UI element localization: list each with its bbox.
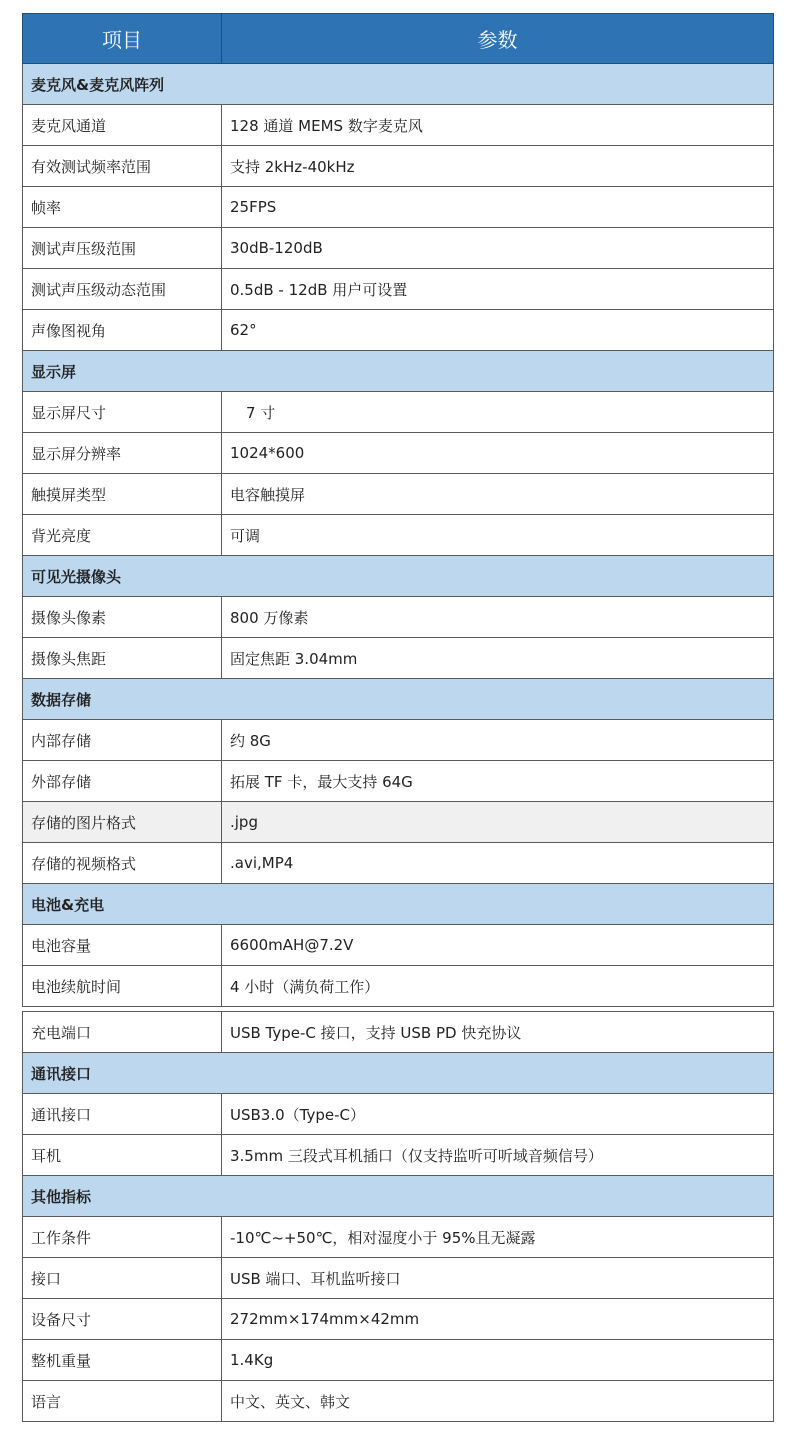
table-row xyxy=(23,228,774,269)
section-row xyxy=(23,1176,774,1217)
row-label: 摄像头像素 xyxy=(23,597,222,638)
row-label: 接口 xyxy=(23,1258,222,1299)
row-value: .avi,MP4 xyxy=(222,843,774,884)
row-label: 电池续航时间 xyxy=(23,966,222,1007)
table-row xyxy=(23,1135,774,1176)
row-label: 存储的视频格式 xyxy=(23,843,222,884)
table-row xyxy=(23,187,774,228)
row-value: USB Type-C 接口，支持 USB PD 快充协议 xyxy=(222,1012,774,1053)
table-row xyxy=(23,1012,774,1053)
row-value: 1.4Kg xyxy=(222,1340,774,1381)
row-label: 工作条件 xyxy=(23,1217,222,1258)
section-row xyxy=(23,884,774,925)
table-row xyxy=(23,310,774,351)
row-value: 272mm×174mm×42mm xyxy=(222,1299,774,1340)
row-value: USB3.0（Type-C） xyxy=(222,1094,774,1135)
table-row xyxy=(23,1258,774,1299)
section-row xyxy=(23,1053,774,1094)
table-row xyxy=(23,843,774,884)
table-row xyxy=(23,1299,774,1340)
row-value: 1024*600 xyxy=(222,433,774,474)
table-row xyxy=(23,761,774,802)
row-label: 有效测试频率范围 xyxy=(23,146,222,187)
row-value: 中文、英文、韩文 xyxy=(222,1381,774,1422)
row-label: 触摸屏类型 xyxy=(23,474,222,515)
row-label: 麦克风通道 xyxy=(23,105,222,146)
row-value: -10℃~+50℃，相对湿度小于 95%且无凝露 xyxy=(222,1217,774,1258)
row-value: .jpg xyxy=(222,802,774,843)
row-label: 帧率 xyxy=(23,187,222,228)
table-row xyxy=(23,269,774,310)
row-value: 固定焦距 3.04mm xyxy=(222,638,774,679)
table-row xyxy=(23,515,774,556)
row-value: 25FPS xyxy=(222,187,774,228)
table-row xyxy=(23,1217,774,1258)
section-title: 电池&充电 xyxy=(23,884,774,925)
row-label: 耳机 xyxy=(23,1135,222,1176)
row-value: 可调 xyxy=(222,515,774,556)
row-label: 显示屏尺寸 xyxy=(23,392,222,433)
table-row xyxy=(23,802,774,843)
row-value: 3.5mm 三段式耳机插口（仅支持监听可听域音频信号） xyxy=(222,1135,774,1176)
row-label: 存储的图片格式 xyxy=(23,802,222,843)
row-value: 6600mAH@7.2V xyxy=(222,925,774,966)
row-label: 外部存储 xyxy=(23,761,222,802)
row-value: 800 万像素 xyxy=(222,597,774,638)
row-label: 电池容量 xyxy=(23,925,222,966)
table-row xyxy=(23,1381,774,1422)
table-row xyxy=(23,392,774,433)
row-value: 拓展 TF 卡，最大支持 64G xyxy=(222,761,774,802)
table-row xyxy=(23,1094,774,1135)
table-row xyxy=(23,146,774,187)
row-label: 整机重量 xyxy=(23,1340,222,1381)
section-row xyxy=(23,679,774,720)
section-row xyxy=(23,351,774,392)
table-row xyxy=(23,433,774,474)
row-label: 通讯接口 xyxy=(23,1094,222,1135)
row-value: 支持 2kHz-40kHz xyxy=(222,146,774,187)
row-value: 30dB-120dB xyxy=(222,228,774,269)
row-label: 摄像头焦距 xyxy=(23,638,222,679)
header-param: 参数 xyxy=(222,14,774,64)
row-value: 128 通道 MEMS 数字麦克风 xyxy=(222,105,774,146)
row-label: 测试声压级动态范围 xyxy=(23,269,222,310)
row-value: 电容触摸屏 xyxy=(222,474,774,515)
table-row xyxy=(23,720,774,761)
table-row xyxy=(23,925,774,966)
section-title: 通讯接口 xyxy=(23,1053,774,1094)
row-label: 显示屏分辨率 xyxy=(23,433,222,474)
table-row xyxy=(23,474,774,515)
table-row xyxy=(23,638,774,679)
row-label: 设备尺寸 xyxy=(23,1299,222,1340)
table-row xyxy=(23,1340,774,1381)
row-label: 测试声压级范围 xyxy=(23,228,222,269)
table-row xyxy=(23,597,774,638)
section-title: 其他指标 xyxy=(23,1176,774,1217)
table-row xyxy=(23,966,774,1007)
section-row xyxy=(23,64,774,105)
section-title: 可见光摄像头 xyxy=(23,556,774,597)
row-value: 约 8G xyxy=(222,720,774,761)
section-title: 显示屏 xyxy=(23,351,774,392)
table-header-row xyxy=(23,14,774,64)
row-label: 声像图视角 xyxy=(23,310,222,351)
section-title: 数据存储 xyxy=(23,679,774,720)
row-value: 62° xyxy=(222,310,774,351)
row-value: USB 端口、耳机监听接口 xyxy=(222,1258,774,1299)
section-title: 麦克风&麦克风阵列 xyxy=(23,64,774,105)
row-value: 0.5dB - 12dB 用户可设置 xyxy=(222,269,774,310)
row-label: 内部存储 xyxy=(23,720,222,761)
table-row xyxy=(23,105,774,146)
spec-table xyxy=(22,13,774,1422)
row-value: 7 寸 xyxy=(222,392,774,433)
row-label: 背光亮度 xyxy=(23,515,222,556)
row-label: 语言 xyxy=(23,1381,222,1422)
row-label: 充电端口 xyxy=(23,1012,222,1053)
section-row xyxy=(23,556,774,597)
row-value: 4 小时（满负荷工作） xyxy=(222,966,774,1007)
header-item: 项目 xyxy=(23,14,222,64)
